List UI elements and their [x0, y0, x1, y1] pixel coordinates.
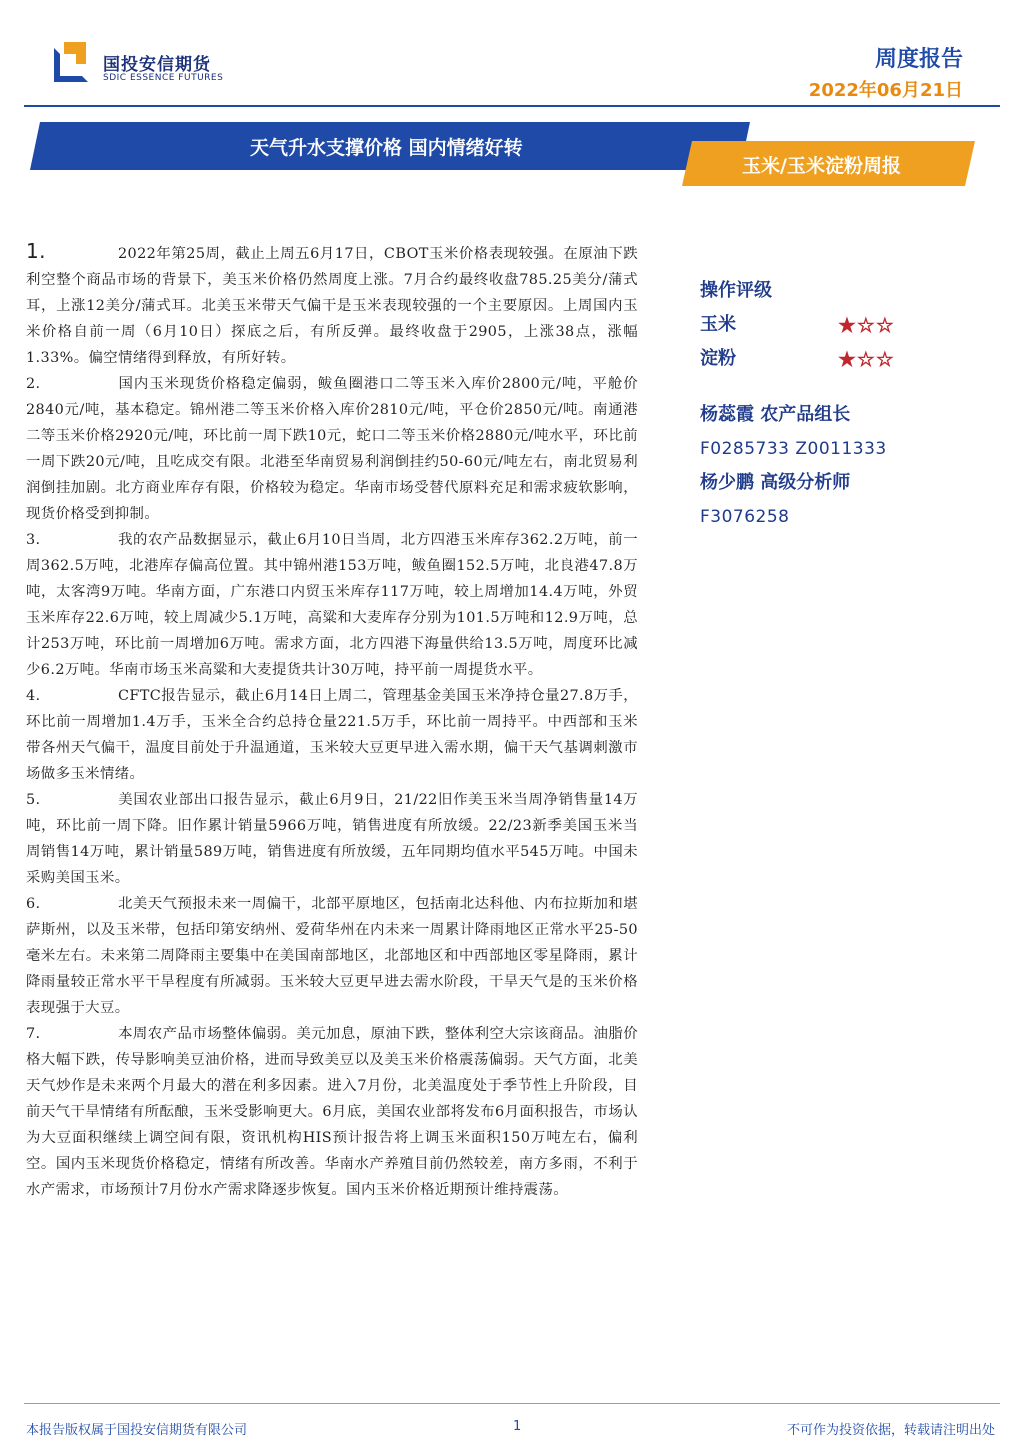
report-date: 2022年06月21日 — [808, 80, 963, 101]
page-number: 1 — [513, 1419, 522, 1434]
paragraph-number: 3. — [26, 532, 41, 548]
rating-row-corn — [700, 308, 1000, 342]
paragraph — [26, 891, 638, 1021]
paragraph — [26, 683, 638, 787]
report-subtitle: 玉米/玉米淀粉周报 — [742, 155, 901, 177]
analyst-license: F3076258 — [700, 507, 790, 527]
header-divider — [24, 105, 1000, 107]
paragraph — [26, 527, 638, 683]
copyright-notice: 本报告版权属于国投安信期货有限公司 — [26, 1423, 248, 1438]
company-name-en: SDIC ESSENCE FUTURES — [103, 73, 224, 83]
paragraph-number: 6. — [26, 896, 41, 912]
paragraph-text: 国内玉米现货价格稳定偏弱，鲅鱼圈港口二等玉米入库价2800元/吨，平舱价2840元/吨，基本稳定。锦州港二等玉米价格入库价2810元/吨，平仓价2850元/吨。南通港二等玉米价格2920元/吨，环比前一周下跌10元，蛇口二等玉米价格2880元/吨水平，环比前一周下跌20元/吨，且吃成交有限。北港至华南贸易利润倒挂约50-60元/吨左右，南北贸易利润倒挂加剧。北方商业库存有限，价格较为稳定。华南市场受替代原料充足和需求疲软影响，现货价格受到抑制。 — [26, 376, 638, 522]
rating-row-starch — [700, 342, 1000, 376]
paragraph-number: 1. — [26, 239, 46, 263]
paragraph-number: 2. — [26, 376, 41, 392]
disclaimer: 不可作为投资依据，转载请注明出处 — [786, 1423, 995, 1438]
rating-label: 淀粉 — [700, 348, 736, 369]
star-rating-icon: ★☆☆ — [838, 313, 895, 337]
paragraph — [26, 787, 638, 891]
paragraph-number: 7. — [26, 1026, 41, 1042]
paragraph-number: 5. — [26, 792, 41, 808]
paragraph-text: 2022年第25周，截止上周五6月17日，CBOT玉米价格表现较强。在原油下跌利空整个商品市场的背景下，美玉米价格仍然周度上涨。7月合约最终收盘785.25美分/蒲式耳，上涨12美分/蒲式耳。北美玉米带天气偏干是玉米表现较强的一个主要原因。上周国内玉米价格自前一周（6月10日）探底之后，有所反弹。最终收盘于2905，上涨38点，涨幅1.33%。偏空情绪得到释放，有所好转。 — [26, 246, 638, 366]
star-rating-icon: ★☆☆ — [838, 347, 895, 371]
rating-label: 玉米 — [700, 314, 736, 335]
company-logo-icon — [54, 42, 94, 82]
paragraph-text: CFTC报告显示，截止6月14日上周二，管理基金美国玉米净持仓量27.8万手，环比前一周增加1.4万手，玉米全合约总持仓量221.5万手，环比前一周持平。中西部和玉米带各州天气偏干，温度目前处于升温通道，玉米较大豆更早进入需水期，偏干天气基调刺激市场做多玉米情绪。 — [26, 688, 638, 782]
paragraph — [26, 371, 638, 527]
report-type: 周度报告 — [874, 47, 963, 72]
analyst-name: 杨蕊霞 农产品组长 — [700, 404, 851, 425]
paragraph-text: 我的农产品数据显示，截止6月10日当周，北方四港玉米库存362.2万吨，前一周362.5万吨，北港库存偏高位置。其中锦州港153万吨，鲅鱼圈152.5万吨，北良港47.8万吨，太客湾9万吨。华南方面，广东港口内贸玉米库存117万吨，较上周增加14.4万吨，外贸玉米库存22.6万吨，较上周减少5.1万吨，高粱和大麦库存分别为101.5万吨和12.9万吨，总计253万吨，环比前一周增加6万吨。需求方面，北方四港下海量供给13.5万吨，周度环比减少6.2万吨。华南市场玉米高粱和大麦提货共计30万吨，持平前一周提货水平。 — [26, 532, 638, 678]
company-name-cn: 国投安信期货 — [103, 55, 211, 75]
paragraph — [26, 1021, 638, 1203]
footer-divider — [24, 1403, 1000, 1404]
paragraph-text: 北美天气预报未来一周偏干，北部平原地区，包括南北达科他、内布拉斯加和堪萨斯州，以及玉米带，包括印第安纳州、爱荷华州在内未来一周累计降雨地区正常水平25-50毫米左右。未来第二周降雨主要集中在美国南部地区，北部地区和中西部地区零星降雨，累计降雨量较正常水平干旱程度有所减弱。玉米较大豆更早进去需水阶段，干旱天气是的玉米价格表现强于大豆。 — [26, 896, 638, 1016]
analyst-name: 杨少鹏 高级分析师 — [700, 472, 851, 493]
rating-title: 操作评级 — [700, 280, 772, 301]
report-body — [26, 238, 638, 1203]
paragraph-text: 美国农业部出口报告显示，截止6月9日，21/22旧作美玉米当周净销售量14万吨，环比前一周下降。旧作累计销量5966万吨，销售进度有所放缓。22/23新季美国玉米当周销售14万吨，累计销量589万吨，销售进度有所放缓，五年同期均值水平545万吨。中国未采购美国玉米。 — [26, 792, 638, 886]
paragraph-text: 本周农产品市场整体偏弱。美元加息，原油下跌，整体利空大宗该商品。油脂价格大幅下跌，传导影响美豆油价格，进而导致美豆以及美玉米价格震荡偏弱。天气方面，北美天气炒作是未来两个月最大的潜在利多因素。进入7月份，北美温度处于季节性上升阶段，目前天气干旱情绪有所酝酿，玉米受影响更大。6月底，美国农业部将发布6月面积报告，市场认为大豆面积继续上调空间有限，资讯机构HIS预计报告将上调玉米面积150万吨左右，偏利空。国内玉米现货价格稳定，情绪有所改善。华南水产养殖目前仍然较差，南方多雨，不利于水产需求，市场预计7月份水产需求降逐步恢复。国内玉米价格近期预计维持震荡。 — [26, 1026, 638, 1198]
analyst-license: F0285733 Z0011333 — [700, 439, 887, 459]
report-title: 天气升水支撑价格 国内情绪好转 — [250, 137, 523, 159]
sidebar — [700, 274, 1000, 534]
paragraph-number: 4. — [26, 688, 41, 704]
paragraph — [26, 238, 638, 371]
